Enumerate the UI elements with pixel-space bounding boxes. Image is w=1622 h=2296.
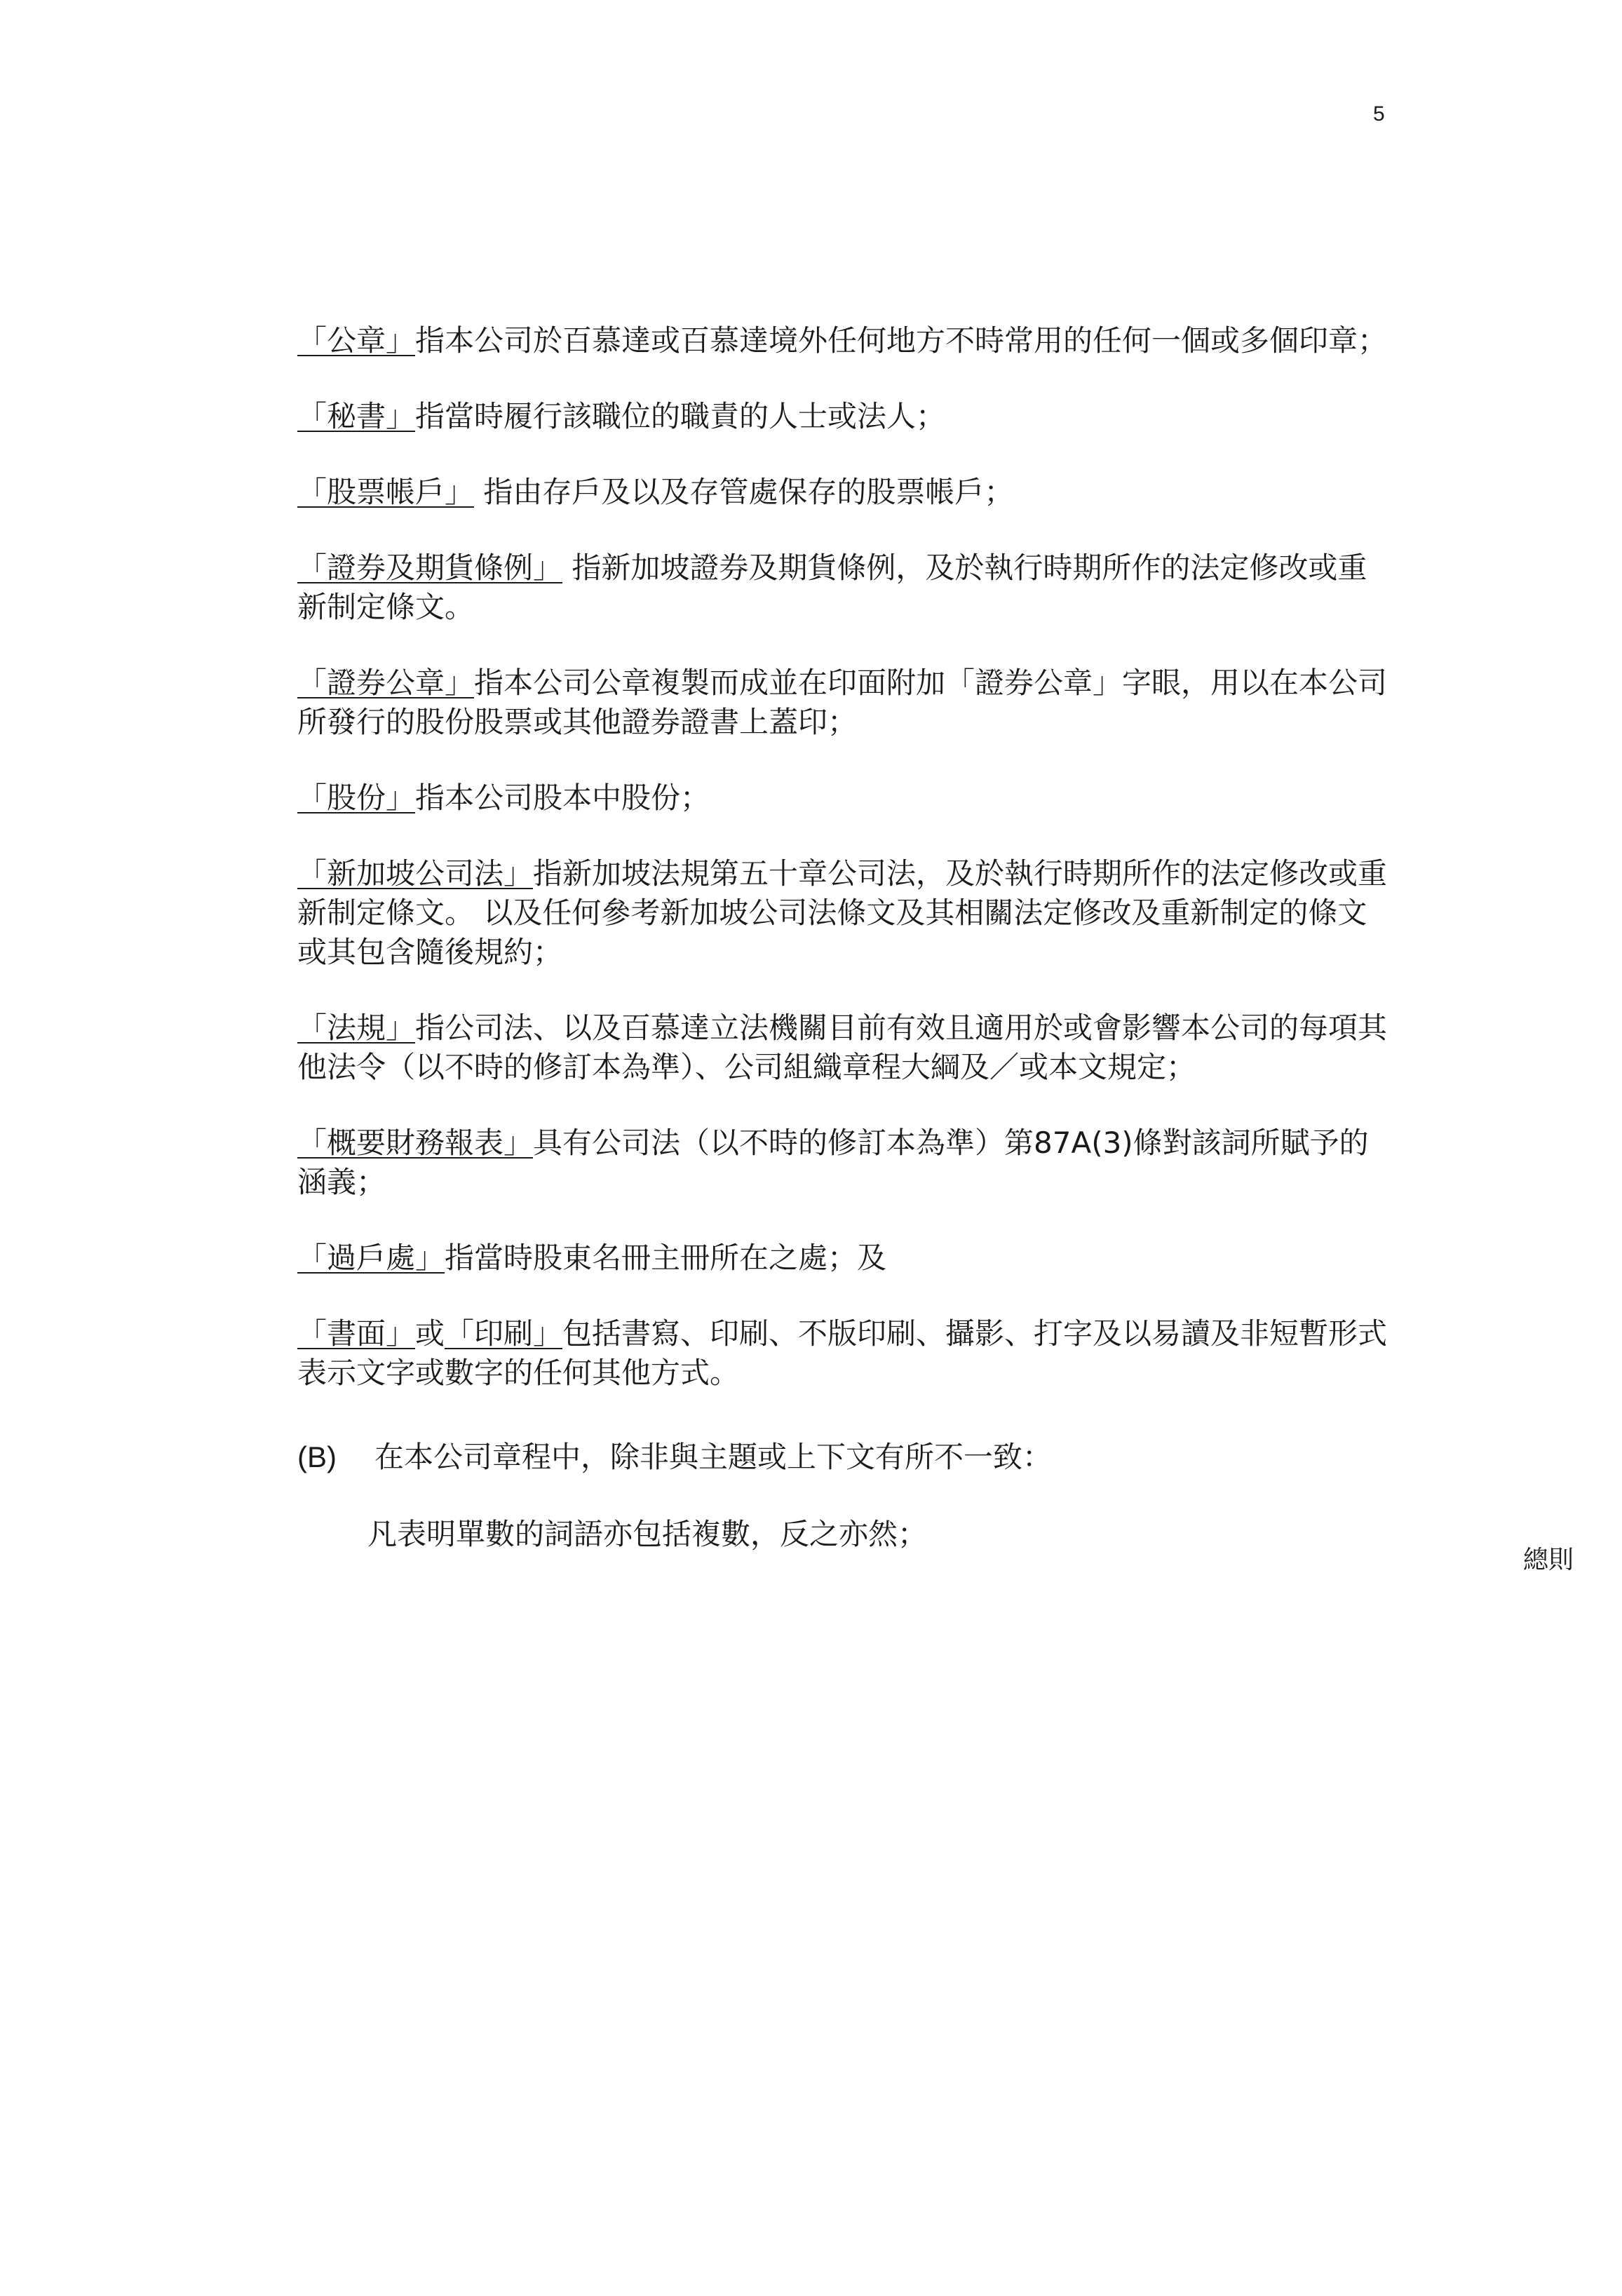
term-shares: 「股份」 (297, 781, 416, 815)
definition-text: 指本公司於百慕達或百慕達境外任何地方不時常用的任何一個或多個印章； (415, 323, 1388, 358)
definition-securities-account (297, 473, 1391, 512)
term-connector: 或 (415, 1316, 445, 1351)
definition-singapore-companies-act (297, 854, 1391, 972)
definition-text: 指當時履行該職位的職責的人士或法人； (415, 399, 946, 433)
definition-text: 包括書寫、印刷、不版印刷、攝影、打字及以易讀及非短暫形式表示文字或數字的任何其他方式。 (297, 1316, 1388, 1390)
term-statutes: 「法規」 (297, 1011, 416, 1045)
term-writing: 「書面」 (297, 1316, 416, 1351)
definition-text: 指新加坡法規第五十章公司法，及於執行時期所作的法定修改或重新制定條文。 以及任何參考新加坡公司法條文及其相關法定修改及重新制定的條文或其包含隨後規約； (297, 856, 1388, 969)
definition-text: 指新加坡證券及期貨條例，及於執行時期所作的法定修改或重新制定條文。 (297, 551, 1367, 624)
definition-secretary (297, 397, 1391, 436)
section-b (297, 1438, 1391, 1477)
definition-text: 指本公司股本中股份； (415, 781, 710, 815)
term-singapore-companies-act: 「新加坡公司法」 (297, 856, 534, 891)
definition-securities-seal (297, 663, 1391, 742)
document-body (297, 321, 1391, 1554)
term-summary-financial-statements: 「概要財務報表」 (297, 1126, 534, 1160)
term-printing: 「印刷」 (445, 1316, 563, 1351)
page-number: 5 (1373, 102, 1385, 126)
definition-transfer-office (297, 1238, 1391, 1278)
definition-seal (297, 321, 1391, 360)
section-b-label: (B) (297, 1440, 337, 1473)
section-b-rule: 凡表明單數的詞語亦包括複數，反之亦然； (367, 1517, 928, 1551)
definition-sfa (297, 548, 1391, 627)
definition-text: 指當時股東名冊主冊所在之處；及 (445, 1241, 887, 1275)
definition-shares (297, 778, 1391, 818)
definition-writing (297, 1314, 1391, 1393)
definition-text: 指本公司公章複製而成並在印面附加「證券公章」字眼，用以在本公司所發行的股份股票或其他證券證書上蓋印； (297, 666, 1388, 739)
term-securities-account: 「股票帳戶」 (297, 475, 475, 509)
definition-summary-financial-statements (297, 1123, 1391, 1202)
term-secretary: 「秘書」 (297, 399, 416, 433)
definition-statutes (297, 1008, 1391, 1087)
term-seal: 「公章」 (297, 323, 416, 358)
term-sfa: 「證券及期貨條例」 (297, 551, 563, 585)
definition-text: 具有公司法（以不時的修訂本為準）第87A(3)條對該詞所賦予的涵義； (297, 1126, 1369, 1199)
section-b-text: 在本公司章程中，除非與主題或上下文有所不一致： (374, 1440, 1053, 1474)
term-transfer-office: 「過戶處」 (297, 1241, 445, 1275)
definition-text: 指由存戶及以及存管處保存的股票帳戶； (474, 475, 1014, 509)
definition-text: 指公司法、以及百慕達立法機關目前有效且適用於或會影響本公司的每項其他法令（以不時的修訂本為準）、公司組織章程大綱及／或本文規定； (297, 1011, 1388, 1084)
term-securities-seal: 「證券公章」 (297, 666, 475, 700)
margin-note-general: 總則 (1523, 1546, 1574, 1574)
